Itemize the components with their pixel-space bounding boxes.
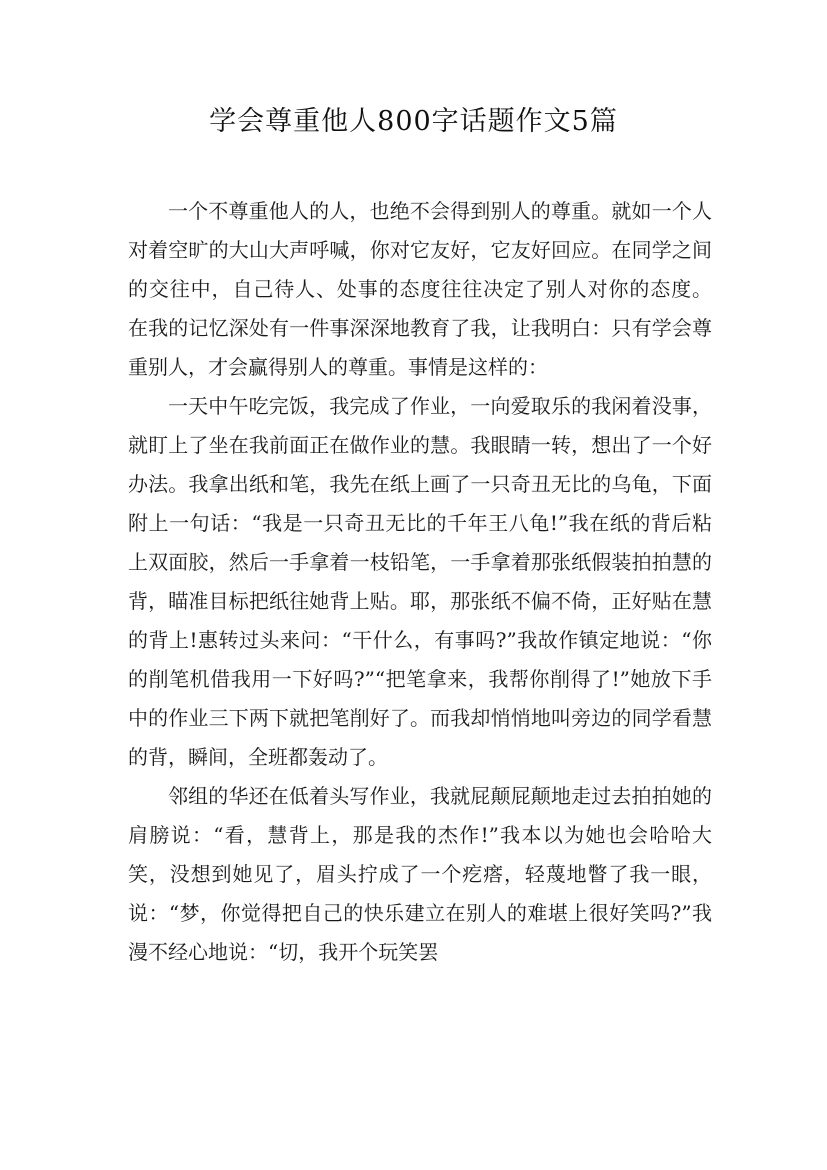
paragraph-1: 一个不尊重他人的人，也绝不会得到别人的尊重。就如一个人对着空旷的大山大声呼喊，你对它友好，它友好回应。在同学之间的交往中，自己待人、处事的态度往往决定了别人对你的态度。 在我的记忆深处有一件事深深地教育了我，让我明白：只有学会尊重别人，才会赢得别人的尊重。事情是这样的： <box>128 199 712 379</box>
paragraph-3: 邻组的华还在低着头写作业，我就屁颠屁颠地走过去拍拍她的肩膀说：“看，慧背上，那是我的杰作!”我本以为她也会哈哈大笑，没想到她见了，眉头拧成了一个疙瘩，轻蔑地瞥了我一眼，说：“梦，你觉得把自己的快乐建立在别人的难堪上很好笑吗?”我漫不经心地说：“切，我开个玩笑罢 <box>128 784 712 964</box>
document-title: 学会尊重他人800字话题作文5篇 <box>209 106 618 137</box>
paragraph-2: 一天中午吃完饭，我完成了作业，一向爱取乐的我闲着没事，就盯上了坐在我前面正在做作业的慧。我眼睛一转，想出了一个好办法。我拿出纸和笔，我先在纸上画了一只奇丑无比的乌龟，下面附上一句话：“我是一只奇丑无比的千年王八龟!”我在纸的背后粘上双面胶，然后一手拿着一枝铅笔，一手拿着那张纸假装拍拍慧的背，瞄准目标把纸往她背上贴。耶，那张纸不偏不倚，正好贴在慧的背上!惠转过头来问：“干什么，有事吗?”我故作镇定地说：“你的削笔机借我用一下好吗?”“把笔拿来，我帮你削得了!”她放下手中的作业三下两下就把笔削好了。而我却悄悄地叫旁边的同学看慧的背，瞬间，全班都轰动了。 <box>128 394 712 769</box>
article-body <box>128 192 712 972</box>
